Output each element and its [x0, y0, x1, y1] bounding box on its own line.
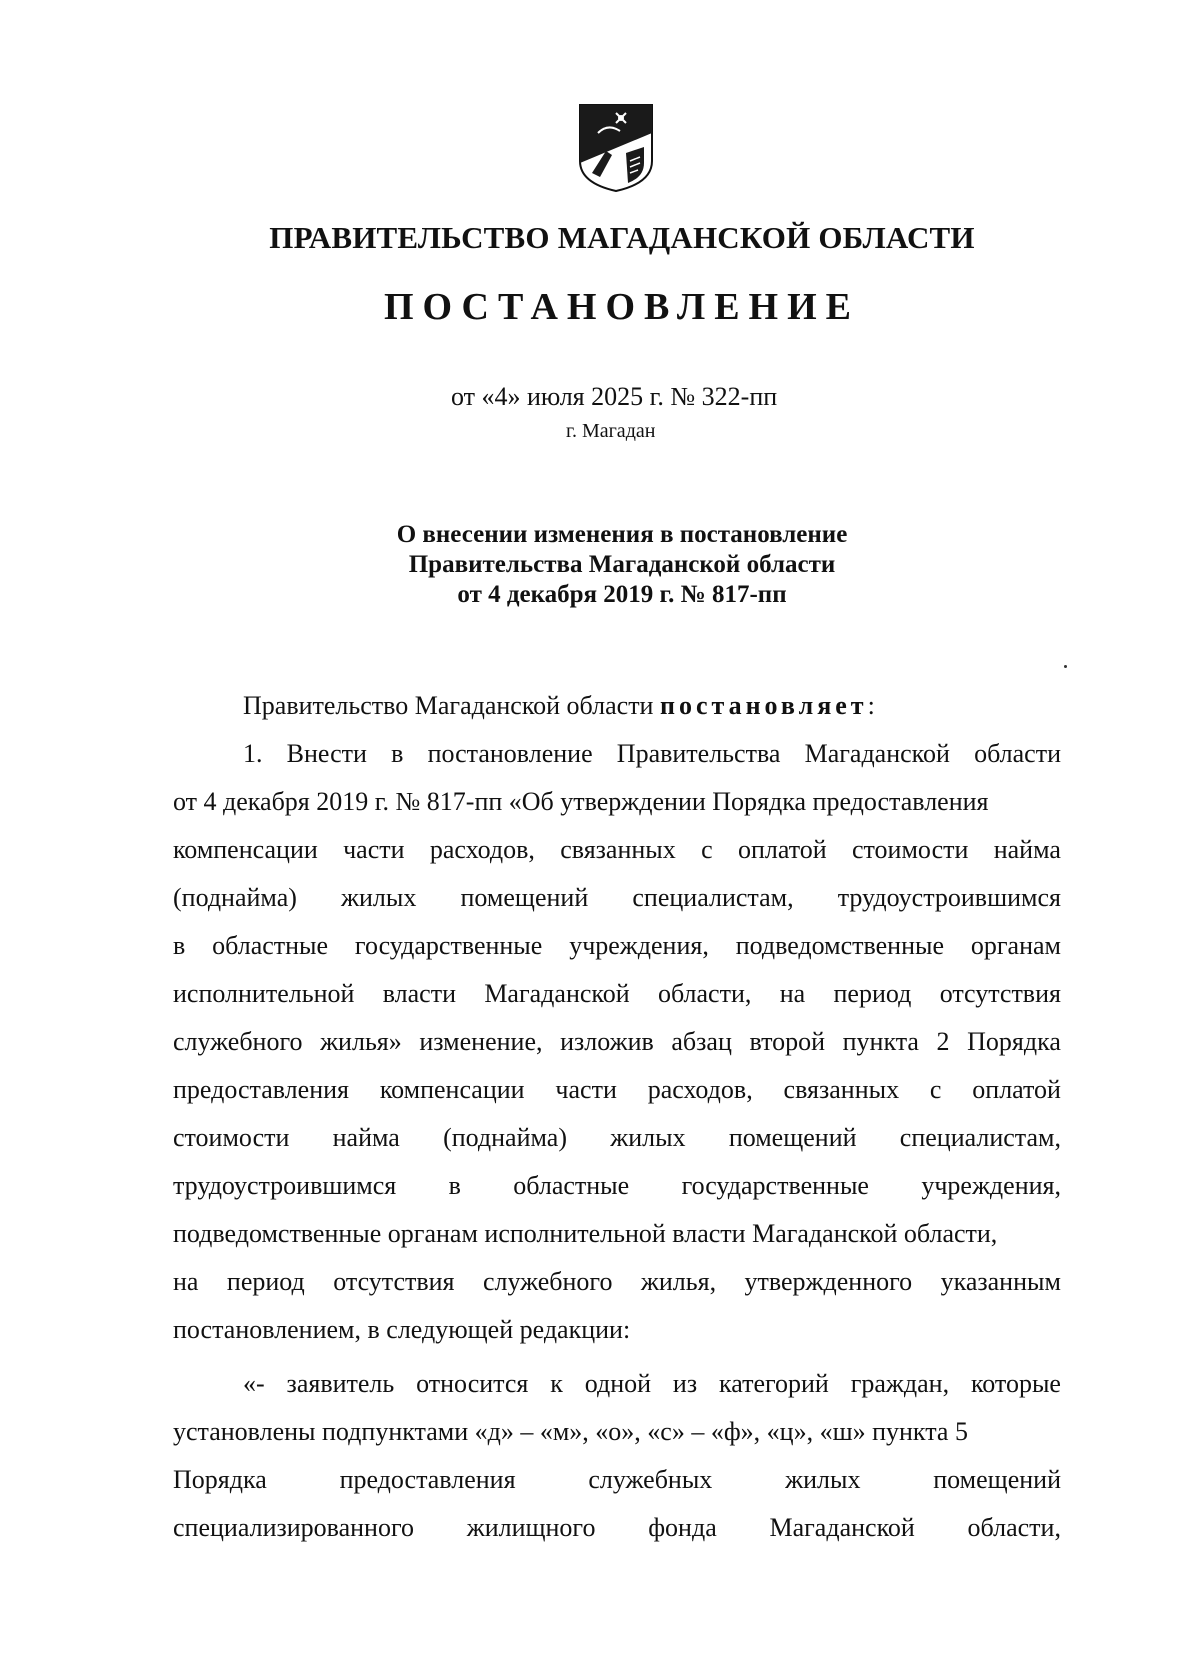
word: компенсации	[173, 835, 318, 864]
word: области,	[967, 1513, 1061, 1542]
word: связанных	[783, 1075, 900, 1104]
word: Правительства	[616, 739, 781, 768]
word: на	[173, 1267, 199, 1296]
word: власти	[382, 979, 456, 1008]
word: в	[391, 739, 404, 768]
word: исполнительной	[173, 979, 355, 1008]
coat-of-arms-emblem	[578, 103, 654, 193]
word: которые	[970, 1369, 1061, 1398]
word: заявитель	[286, 1369, 395, 1398]
text-line	[173, 730, 1061, 778]
word: служебного	[173, 1027, 303, 1056]
word: период	[833, 979, 912, 1008]
word: от 4 декабря 2019 г. № 817-пп «Об утверждении Порядка предоставления	[173, 787, 989, 816]
word: найма	[332, 1123, 400, 1152]
word: государственные	[354, 931, 543, 960]
word: учреждения,	[921, 1171, 1061, 1200]
word: области,	[657, 979, 752, 1008]
word: трудоустроившимся	[837, 883, 1061, 912]
word: жилья,	[640, 1267, 717, 1296]
text-line	[173, 1066, 1061, 1114]
word: учреждения,	[569, 931, 709, 960]
text-line	[173, 1504, 1061, 1552]
word: жилых	[341, 883, 417, 912]
word: относится	[416, 1369, 529, 1398]
document-body	[173, 682, 1061, 1552]
text-line	[173, 1408, 1061, 1456]
word: 2	[936, 1027, 950, 1056]
word: абзац	[671, 1027, 732, 1056]
text-line	[173, 1018, 1061, 1066]
text-line	[173, 1258, 1061, 1306]
word: оплатой	[737, 835, 827, 864]
word: категорий	[718, 1369, 829, 1398]
subject-line: от 4 декабря 2019 г. № 817-пп	[457, 581, 787, 608]
text-line	[173, 970, 1061, 1018]
word: второй	[749, 1027, 826, 1056]
word: помещений	[933, 1465, 1061, 1494]
text-line	[173, 826, 1061, 874]
word: одной	[584, 1369, 652, 1398]
word: Порядка	[173, 1465, 267, 1494]
word: 1.	[243, 739, 263, 768]
word: части	[555, 1075, 617, 1104]
word: (поднайма)	[443, 1123, 567, 1152]
word: с	[929, 1075, 942, 1104]
document-date-number: от «4» июля 2025 г. № 322-пп	[451, 382, 778, 411]
word: компенсации	[379, 1075, 525, 1104]
word: фонда	[648, 1513, 717, 1542]
word: в	[173, 931, 186, 960]
word: период	[226, 1267, 305, 1296]
government-title: ПРАВИТЕЛЬСТВО МАГАДАНСКОЙ ОБЛАСТИ	[269, 220, 975, 255]
word: государственные	[681, 1171, 869, 1200]
preamble-line	[173, 682, 1061, 730]
word: жилых	[610, 1123, 686, 1152]
word: специалистам,	[632, 883, 794, 912]
word: утвержденного	[744, 1267, 913, 1296]
word: жилых	[785, 1465, 861, 1494]
text-line	[173, 1210, 1061, 1258]
word: предоставления	[339, 1465, 516, 1494]
word: на	[779, 979, 806, 1008]
word: пункта	[842, 1027, 919, 1056]
word: помещений	[460, 883, 589, 912]
word: служебного	[482, 1267, 613, 1296]
word: помещений	[728, 1123, 857, 1152]
word: органам	[970, 931, 1061, 960]
document-type-heading: ПОСТАНОВЛЕНИЕ	[383, 286, 861, 328]
subject-line: Правительства Магаданской области	[408, 551, 836, 578]
word: предоставления	[173, 1075, 349, 1104]
text-line	[173, 1456, 1061, 1504]
word: изложив	[560, 1027, 654, 1056]
word: трудоустроившимся	[173, 1171, 397, 1200]
word: расходов,	[647, 1075, 753, 1104]
word: Внести	[286, 739, 367, 768]
word: граждан,	[850, 1369, 950, 1398]
word: отсутствия	[939, 979, 1061, 1008]
word: к	[550, 1369, 563, 1398]
word: расходов,	[429, 835, 535, 864]
word: специализированного	[173, 1513, 414, 1542]
word: изменение,	[419, 1027, 543, 1056]
scan-speck	[1064, 665, 1067, 668]
word: найма	[993, 835, 1061, 864]
preamble-colon: :	[867, 691, 875, 720]
word: областные	[212, 931, 329, 960]
text-line	[173, 1360, 1061, 1408]
word: служебных	[588, 1465, 713, 1494]
word: подведомственные	[735, 931, 944, 960]
word: стоимости	[173, 1123, 290, 1152]
word: в	[448, 1171, 461, 1200]
word: Магаданской	[484, 979, 630, 1008]
word: указанным	[940, 1267, 1061, 1296]
preamble-text: Правительство Магаданской области	[243, 691, 660, 720]
document-subject	[0, 520, 1200, 610]
word: Магаданской	[769, 1513, 915, 1542]
word: постановление	[427, 739, 593, 768]
text-line	[173, 874, 1061, 922]
word: из	[672, 1369, 698, 1398]
text-line	[173, 1114, 1061, 1162]
word: отсутствия	[333, 1267, 455, 1296]
preamble-keyword: постановляет	[659, 691, 868, 720]
word: с	[701, 835, 713, 864]
word: жилья»	[320, 1027, 402, 1056]
word: части	[343, 835, 405, 864]
word: оплатой	[972, 1075, 1061, 1104]
paragraph-2	[173, 1360, 1061, 1552]
word: специалистам,	[899, 1123, 1061, 1152]
subject-line: О внесении изменения в постановление	[396, 521, 848, 548]
word: Магаданской	[804, 739, 950, 768]
paragraph-1	[173, 730, 1061, 1306]
word: установлены подпунктами «д» – «м», «о», «с» – «ф», «ц», «ш» пункта 5	[173, 1417, 968, 1446]
word: жилищного	[466, 1513, 596, 1542]
word: области	[974, 739, 1061, 768]
word: связанных	[560, 835, 676, 864]
document-city: г. Магадан	[566, 420, 656, 442]
word: подведомственные органам исполнительной власти Магаданской области,	[173, 1219, 998, 1248]
text-line	[173, 922, 1061, 970]
word: областные	[513, 1171, 630, 1200]
word: «-	[243, 1369, 265, 1398]
word: стоимости	[852, 835, 969, 864]
word: Порядка	[967, 1027, 1061, 1056]
text-line	[173, 778, 1061, 826]
paragraph-1-last-line: постановлением, в следующей редакции:	[173, 1315, 631, 1344]
text-line	[173, 1162, 1061, 1210]
word: (поднайма)	[173, 883, 297, 912]
